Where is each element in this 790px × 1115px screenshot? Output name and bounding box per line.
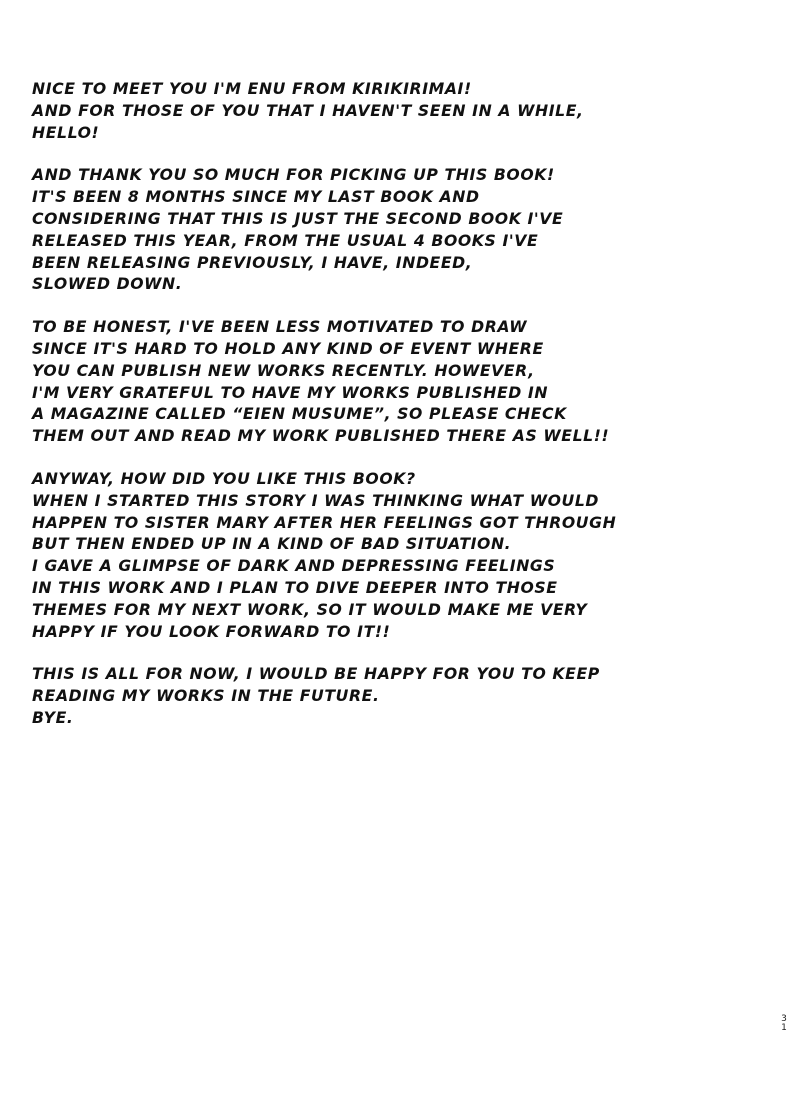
text-line: BYE. xyxy=(32,707,74,727)
text-line: A MAGAZINE CALLED “EIEN MUSUME”, SO PLEASE CHECK xyxy=(32,404,567,424)
text-line: ANYWAY, HOW DID YOU LIKE THIS BOOK? xyxy=(32,468,416,488)
text-line: HELLO! xyxy=(32,122,100,142)
page-number-digit: 3 xyxy=(781,1014,787,1024)
paragraph-closing xyxy=(32,663,600,728)
afterword-text xyxy=(32,78,617,750)
paragraph-greeting xyxy=(32,78,584,143)
text-line: HAPPY IF YOU LOOK FORWARD TO IT!! xyxy=(32,621,391,641)
text-line: THEMES FOR MY NEXT WORK, SO IT WOULD MAKE ME VERY xyxy=(32,599,588,619)
text-line: READING MY WORKS IN THE FUTURE. xyxy=(32,686,380,706)
text-line: I GAVE A GLIMPSE OF DARK AND DEPRESSING FEELINGS xyxy=(32,556,556,576)
text-line: THEM OUT AND READ MY WORK PUBLISHED THERE AS WELL!! xyxy=(32,426,610,446)
paragraph-thanks xyxy=(32,164,564,295)
text-line: THIS IS ALL FOR NOW, I WOULD BE HAPPY FOR YOU TO KEEP xyxy=(32,664,600,684)
text-line: SINCE IT'S HARD TO HOLD ANY KIND OF EVENT WHERE xyxy=(32,338,544,358)
text-line: BUT THEN ENDED UP IN A KIND OF BAD SITUATION. xyxy=(32,534,512,554)
text-line: IN THIS WORK AND I PLAN TO DIVE DEEPER INTO THOSE xyxy=(32,577,558,597)
text-line: AND THANK YOU SO MUCH FOR PICKING UP THIS BOOK! xyxy=(32,165,555,185)
text-line: TO BE HONEST, I'VE BEEN LESS MOTIVATED TO DRAW xyxy=(32,317,528,337)
text-line: RELEASED THIS YEAR, FROM THE USUAL 4 BOOKS I'VE xyxy=(32,230,539,250)
text-line: IT'S BEEN 8 MONTHS SINCE MY LAST BOOK AND xyxy=(32,187,480,207)
page-number xyxy=(780,1015,788,1033)
page-number-digit: 1 xyxy=(781,1023,787,1033)
text-line: AND FOR THOSE OF YOU THAT I HAVEN'T SEEN IN A WHILE, xyxy=(32,100,584,120)
text-line: CONSIDERING THAT THIS IS JUST THE SECOND BOOK I'VE xyxy=(32,208,564,228)
paragraph-story xyxy=(32,468,617,642)
text-line: SLOWED DOWN. xyxy=(32,274,183,294)
text-line: WHEN I STARTED THIS STORY I WAS THINKING WHAT WOULD xyxy=(32,490,600,510)
text-line: HAPPEN TO SISTER MARY AFTER HER FEELINGS GOT THROUGH xyxy=(32,512,617,532)
text-line: YOU CAN PUBLISH NEW WORKS RECENTLY. HOWEVER, xyxy=(32,360,535,380)
paragraph-motivation xyxy=(32,316,610,447)
text-line: NICE TO MEET YOU I'M ENU FROM KIRIKIRIMAI! xyxy=(32,79,472,98)
text-line: BEEN RELEASING PREVIOUSLY, I HAVE, INDEED, xyxy=(32,252,473,272)
text-line: I'M VERY GRATEFUL TO HAVE MY WORKS PUBLISHED IN xyxy=(32,382,549,402)
